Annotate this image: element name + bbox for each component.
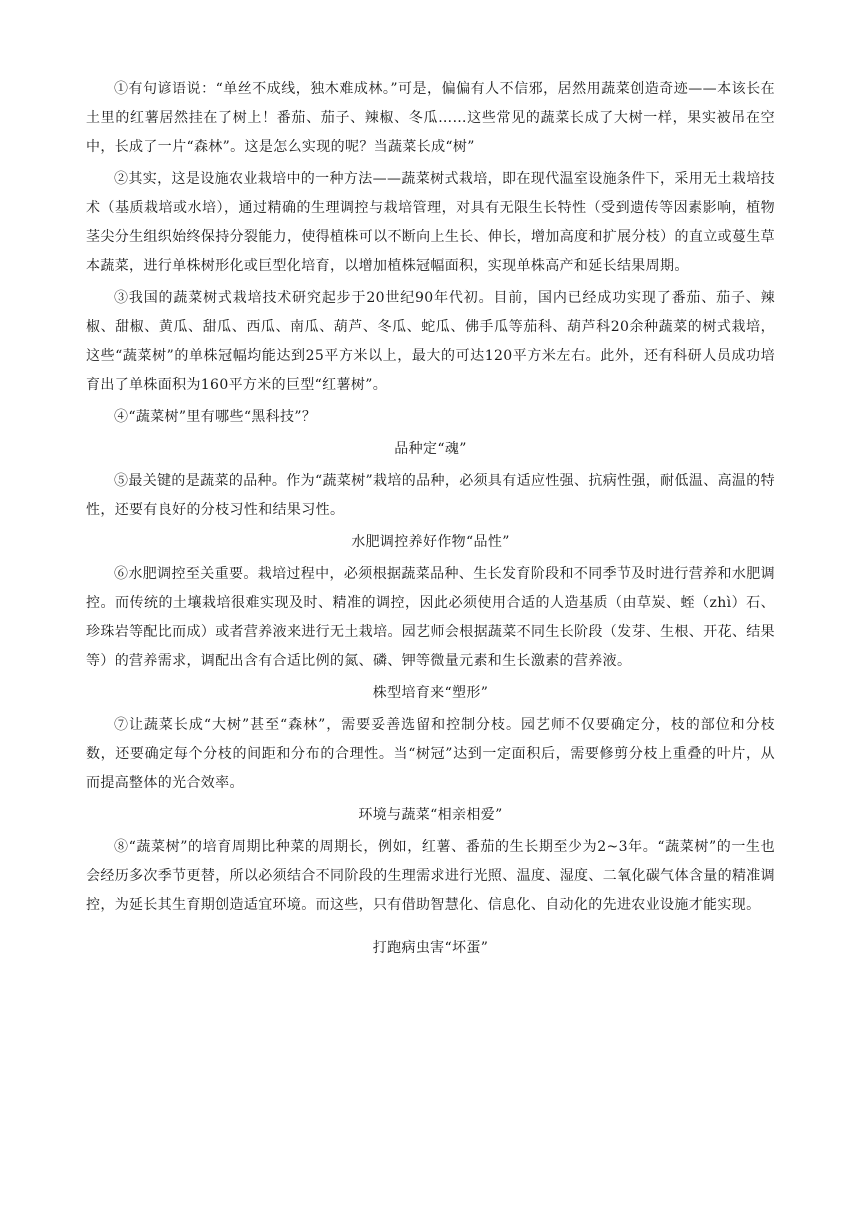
section-heading-variety: 品种定“魂” [394, 441, 467, 457]
paragraph-1: ①有句谚语说：“单丝不成线，独木难成林。”可是，偏偏有人不信邪，居然用蔬菜创造奇迹——本该长在土里的红薯居然挂在了树上！番茄、茄子、辣椒、冬瓜……这些常见的蔬菜长成了大树一样，果实被吊在空中，长成了一片“森林”。这是怎么实现的呢？当蔬菜长成“树” [86, 81, 775, 155]
paragraph-3: ③我国的蔬菜树式栽培技术研究起步于20世纪90年代初。目前，国内已经成功实现了番茄、茄子、辣椒、甜椒、黄瓜、甜瓜、西瓜、南瓜、葫芦、冬瓜、蛇瓜、佛手瓜等茄科、葫芦科20余种蔬菜的树式栽培，这些“蔬菜树”的单株冠幅均能达到25平方米以上，最大的可达120平方米左右。此外，还有科研人员成功培育出了单株面积为160平方米的巨型“红薯树”。 [86, 290, 775, 393]
section-heading-fertilizer: 水肥调控养好作物“品性” [351, 534, 510, 550]
paragraph-5: ⑤最关键的是蔬菜的品种。作为“蔬菜树”栽培的品种，必须具有适应性强、抗病性强，耐低温、高温的特性，还要有良好的分枝习性和结果习性。 [86, 473, 775, 518]
section-heading-shaping: 株型培育来“塑形” [372, 685, 489, 701]
paragraph-2: ②其实，这是设施农业栽培中的一种方法——蔬菜树式栽培，即在现代温室设施条件下，采用无土栽培技术（基质栽培或水培），通过精确的生理调控与栽培管理，对具有无限生长特性（受到遗传等因素影响，植物茎尖分生组织始终保持分裂能力，使得植株可以不断向上生长、伸长，增加高度和扩展分枝）的直立或蔓生草本蔬菜，进行单株树形化或巨型化培育，以增加植株冠幅面积，实现单株高产和延长结果周期。 [86, 171, 775, 274]
paragraph-6: ⑥水肥调控至关重要。栽培过程中，必须根据蔬菜品种、生长发育阶段和不同季节及时进行营养和水肥调控。而传统的土壤栽培很难实现及时、精准的调控，因此必须使用合适的人造基质（由草炭、蛭（zhì）石、珍珠岩等配比而成）或者营养液来进行无土栽培。园艺师会根据蔬菜不同生长阶段（发芽、生根、开花、结果等）的营养需求，调配出含有合适比例的氮、磷、钾等微量元素和生长激素的营养液。 [86, 566, 775, 669]
paragraph-8: ⑧“蔬菜树”的培育周期比种菜的周期长，例如，红薯、番茄的生长期至少为2~3年。“蔬菜树”的一生也会经历多次季节更替，所以必须结合不同阶段的生理需求进行光照、温度、湿度、二氧化碳气体含量的精准调控，为延长其生育期创造适宜环境。而这些，只有借助智慧化、信息化、自动化的先进农业设施才能实现。 [86, 839, 775, 913]
section-heading-environment: 环境与蔬菜“相亲相爱” [358, 807, 503, 823]
paragraph-7: ⑦让蔬菜长成“大树”甚至“森林”，需要妥善选留和控制分枝。园艺师不仅要确定分，枝的部位和分枝数，还要确定每个分枝的间距和分布的合理性。当“树冠”达到一定面积后，需要修剪分枝上重叠的叶片，从而提高整体的光合效率。 [86, 717, 775, 791]
section-heading-pests: 打跑病虫害“坏蛋” [372, 940, 489, 956]
paragraph-4: ④“蔬菜树”里有哪些“黑科技”？ [114, 409, 317, 425]
